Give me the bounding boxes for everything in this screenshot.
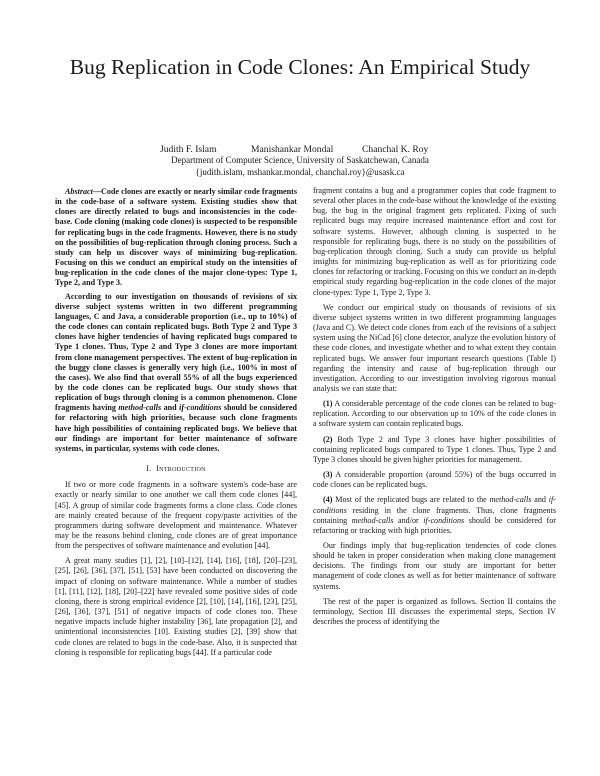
paper-title: Bug Replication in Code Clones: An Empirical Study bbox=[69, 55, 531, 79]
abstract-label: Abstract bbox=[65, 187, 93, 196]
author-name: Chanchal K. Roy bbox=[362, 144, 429, 155]
left-column bbox=[55, 187, 297, 658]
abstract-paragraph: According to our investigation on thousands of revisions of six diverse subject systems written in two different programming languages, C and Java, a considerable proportion (i.e., up to 10%) of the code clones can contain replicated bugs. Both Type 2 and Type 3 clones have higher tendencies of having replicated bugs compared to Type 1 clones. Thus, Type 2 and Type 3 clones are more important from clone management perspectives. The extent of bug-replication in the buggy clone classes is generally very high (i.e., 100% in most of the cases). We also find that overall 55% of all the bugs experienced by the code clones can be replicated bugs. Our study shows that replication of bugs through cloning is a common phenomenon. Clone fragments having method-calls and if-conditions should be considered for refactoring with high priorities, because such clone fragments have high possibilities of containing replicated bugs. We believe that our findings are important for better maintenance of software systems, in particular, systems with code clones. bbox=[55, 291, 297, 453]
finding-item: (2) Both Type 2 and Type 3 clones have higher possibilities of containing replicated bugs compared to Type 1 clones. Thus, Type 2 and Type 3 clones should be given higher priorities for management. bbox=[313, 434, 556, 464]
abstract-paragraph: Abstract—Code clones are exactly or nearly similar code fragments in the code-base of a software system. Existing studies show that clones are directly related to bugs and inconsistencies in the code-base. Code cloning (making code clones) is suspected to be responsible for replicating bugs in the code fragments. However, there is no study on the possibilities of bug-replication through cloning process. Such a study can help us discover ways of minimizing bug-replication. Focusing on this we conduct an empirical study on the intensities of bug-replication in the code clones of the major clone-types: Type 1, Type 2, and Type 3. bbox=[55, 187, 297, 288]
right-column bbox=[313, 186, 556, 627]
section-title: Introduction bbox=[156, 464, 206, 474]
author-name: Judith F. Islam bbox=[160, 144, 217, 155]
body-paragraph: A great many studies [1], [2], [10]–[12], [14], [16], [18], [20]–[23], [25], [26], [36], [37], [51], [53] have been conducted on discovering the impact of cloning on software maintenance. While a number of studies [1], [11], [12], [18], [20]–[22] have revealed some positive sides of code cloning, there is strong empirical evidence [2], [10], [14], [16], [23], [25], [26], [36], [37], [51] of negative impacts of code clones too. These negative impacts include higher instability [36], late propagation [2], and unintentional inconsistencies [10]. Existing studies [2], [39] show that code clones are related to bugs in the code-base. Also, it is suspected that cloning is responsible for replicating bugs [44]. If a particular code bbox=[55, 556, 297, 657]
author-name: Manishankar Mondal bbox=[251, 144, 334, 155]
body-paragraph: We conduct our empirical study on thousands of revisions of six diverse subject systems written in two different programming languages (Java and C). We detect code clones from each of the revisions of a subject system using the NiCad [6] clone detector, analyze the evolution history of these code clones, and investigate whether and to what extent they contain replicated bugs. We answer four important research questions (Table I) regarding the intensity and cause of bug-replication through our investigation. According to our investigation involving rigorous manual analysis we can state that: bbox=[313, 302, 556, 393]
body-paragraph: If two or more code fragments in a software system's code-base are exactly or nearly similar to one another we call them code clones [44], [45]. A group of similar code fragments forms a clone class. Code clones are mainly created because of the frequent copy/paste activities of the programmers during software development and maintenance. Whatever may be the reasons behind cloning, code clones are of great importance from the perspectives of software maintenance and evolution [44]. bbox=[55, 480, 297, 551]
body-paragraph: fragment contains a bug and a programmer copies that code fragment to several other places in the code-base without the knowledge of the existing bug, the bug in the original fragment gets replicated. Fixing of such replicated bugs may require increased maintenance effort and cost for software systems. However, although cloning is suspected to be responsible for replicating bugs, there is no study on the possibilities of bug-replication through cloning. Such a study can provide us helpful insights for minimizing bug-replication as well as for prioritizing code clones for refactoring or tracking. Focusing on this we conduct an in-depth empirical study regarding bug-replication in the code clones of the major clone-types: Type 1, Type 2, Type 3. bbox=[313, 186, 556, 297]
body-paragraph: Our findings imply that bug-replication tendencies of code clones should be taken in proper consideration when making clone management decisions. The findings from our study are important for better management of code clones as well as for better maintenance of software systems. bbox=[313, 541, 556, 591]
affiliation bbox=[0, 155, 600, 178]
section-heading: I. Introduction bbox=[146, 464, 206, 474]
body-paragraph: The rest of the paper is organized as follows. Section II contains the terminology, Section III discusses the experimental steps, Section IV describes the process of identifying the bbox=[313, 596, 556, 627]
abstract bbox=[55, 187, 297, 454]
finding-item: (1) A considerable percentage of the code clones can be related to bug-replication. According to our observation up to 10% of the code clones in a software system can contain replicated bugs. bbox=[313, 399, 556, 429]
department: Department of Computer Science, University of Saskatchewan, Canada bbox=[171, 155, 429, 165]
author-emails: {judith.islam, mshankar.mondal, chanchal.roy}@usask.ca bbox=[195, 166, 405, 177]
finding-item: (3) A considerable proportion (around 55%) of the bugs occurred in code clones can be replicated bugs. bbox=[313, 470, 556, 490]
finding-item: (4) Most of the replicated bugs are related to the method-calls and if-conditions residing in the clone fragments. Thus, clone fragments containing method-calls and/or if-conditions should be considered for refactoring or tracking with high priorities. bbox=[313, 495, 556, 535]
